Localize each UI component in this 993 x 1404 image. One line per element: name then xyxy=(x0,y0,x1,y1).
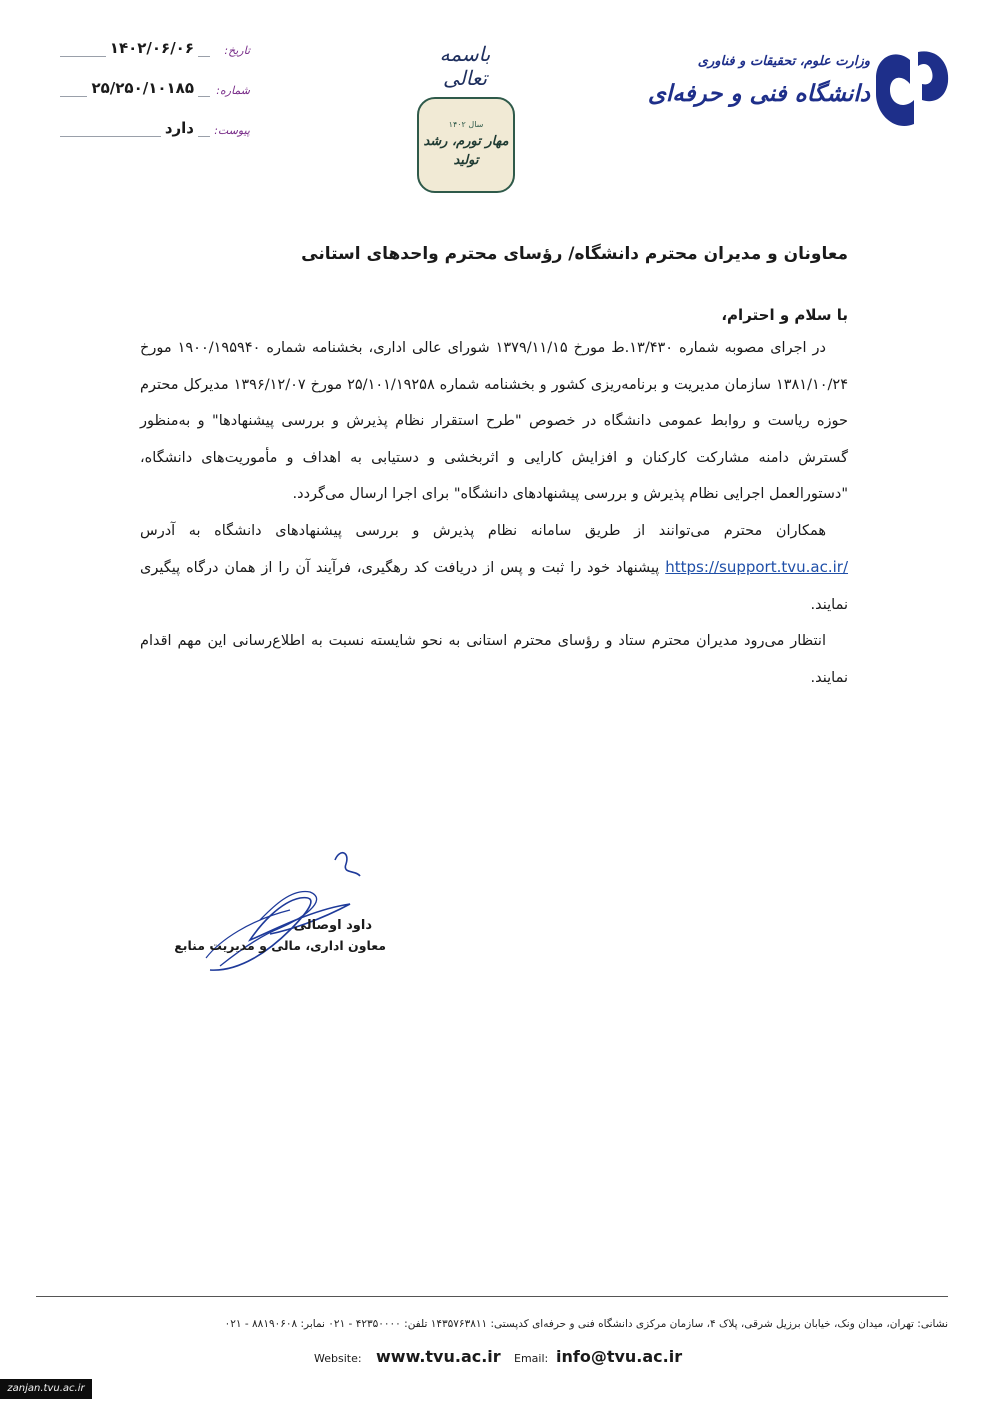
paragraph-2-after: پیشنهاد خود را ثبت و پس از دریافت کد رهگیری، فرآیند آن را از همان درگاه پیگیری نمایند. xyxy=(140,560,848,613)
paragraph-2-before: همکاران محترم می‌توانند از طریق سامانه نظام پذیرش و بررسی پیشنهادهای دانشگاه به آدرس xyxy=(140,522,826,539)
ministry-name: وزارت علوم، تحقیقات و فناوری xyxy=(697,54,870,69)
meta-number-value: ۲۵/۲۵۰/۱۰۱۸۵ xyxy=(87,79,198,97)
university-name: دانشگاه فنی و حرفه‌ای xyxy=(647,81,870,107)
footer-address: نشانی: تهران، میدان ونک، خیابان برزیل شرقی، پلاک ۴، سازمان مرکزی دانشگاه فنی و حرفه‌ای کدپستی: ۱۴۳۵۷۶۳۸۱۱ تلفن: ۴۲۳۵۰۰۰۰ - ۰۲۱ نمابر: ۸۸۱۹۰۶۰۸ - ۰۲۱ xyxy=(224,1318,948,1330)
signatory-name: داود اوصالی xyxy=(293,918,372,933)
website-value[interactable]: www.tvu.ac.ir xyxy=(376,1347,501,1366)
signatory-title: معاون اداری، مالی و مدیریت منابع xyxy=(174,938,386,953)
email-value[interactable]: info@tvu.ac.ir xyxy=(556,1347,683,1366)
footer-divider xyxy=(36,1296,948,1297)
website-label: Website: xyxy=(314,1352,362,1365)
header-emblem xyxy=(415,42,515,192)
motto-text: مهار تورم، رشد تولید xyxy=(423,134,509,168)
footer-contacts xyxy=(310,1346,690,1370)
year-motto-badge xyxy=(417,97,515,193)
meta-attachment-label: پیوست: xyxy=(214,124,250,137)
organization-name xyxy=(647,54,870,107)
letter-body xyxy=(140,244,848,696)
letter-greeting: با سلام و احترام، xyxy=(721,306,848,324)
meta-number xyxy=(60,78,250,118)
motto-year: سال ۱۴۰۲ xyxy=(448,120,484,130)
meta-date-label: تاریخ: xyxy=(224,44,250,57)
tvu-logo-icon xyxy=(870,44,954,132)
paragraph-3: انتظار می‌رود مدیران محترم ستاد و رؤسای محترم استانی به نحو شایسته نسبت به اطلاع‌رسانی این مهم اقدام نمایند. xyxy=(140,633,848,686)
meta-attachment xyxy=(60,118,250,158)
bismillah: باسمه تعالی xyxy=(439,42,491,90)
meta-number-label: شماره: xyxy=(216,84,250,97)
support-portal-link[interactable]: https://support.tvu.ac.ir/ xyxy=(665,558,849,576)
letter-addressee: معاونان و مدیران محترم دانشگاه/ رؤسای محترم واحدهای استانی xyxy=(301,244,848,264)
meta-date-value: ۱۴۰۲/۰۶/۰۶ xyxy=(106,39,198,57)
paragraph-2 xyxy=(140,513,848,624)
meta-attachment-value: دارد xyxy=(161,119,198,137)
signature-block xyxy=(174,840,400,980)
signature-scribble-icon xyxy=(200,840,400,980)
paragraph-1: در اجرای مصوبه شماره ۱۳/۴۳۰.ط مورخ ۱۳۷۹/۱۱/۱۵ شورای عالی اداری، بخشنامه شماره ۱۹۰۰/۱۹۵۹۴۰ مورخ ۱۳۸۱/۱۰/۲۴ سازمان مدیریت و برنامه‌ریزی کشور و بخشنامه شماره ۲۵/۱۰۱/۱۹۲۵۸ مورخ ۱۳۹۶/۱۲/۰۷ مدیرکل محترم حوزه ریاست و روابط عمومی دانشگاه در خصوص "طرح استقرار نظام پذیرش و بررسی پیشنهادها" و به‌منظور گسترش دامنه مشارکت کارکنان و افزایش کارایی و اثربخشی و دستیابی به اهداف و مأموریت‌های دانشگاه، "دستورالعمل اجرایی نظام پذیرش و بررسی پیشنهادهای دانشگاه" برای اجرا ارسال می‌گردد. xyxy=(140,340,849,502)
letter-meta xyxy=(60,38,250,158)
meta-date xyxy=(60,38,250,78)
watermark-tag: zanjan.tvu.ac.ir xyxy=(0,1379,92,1399)
email-label: Email: xyxy=(514,1352,549,1365)
